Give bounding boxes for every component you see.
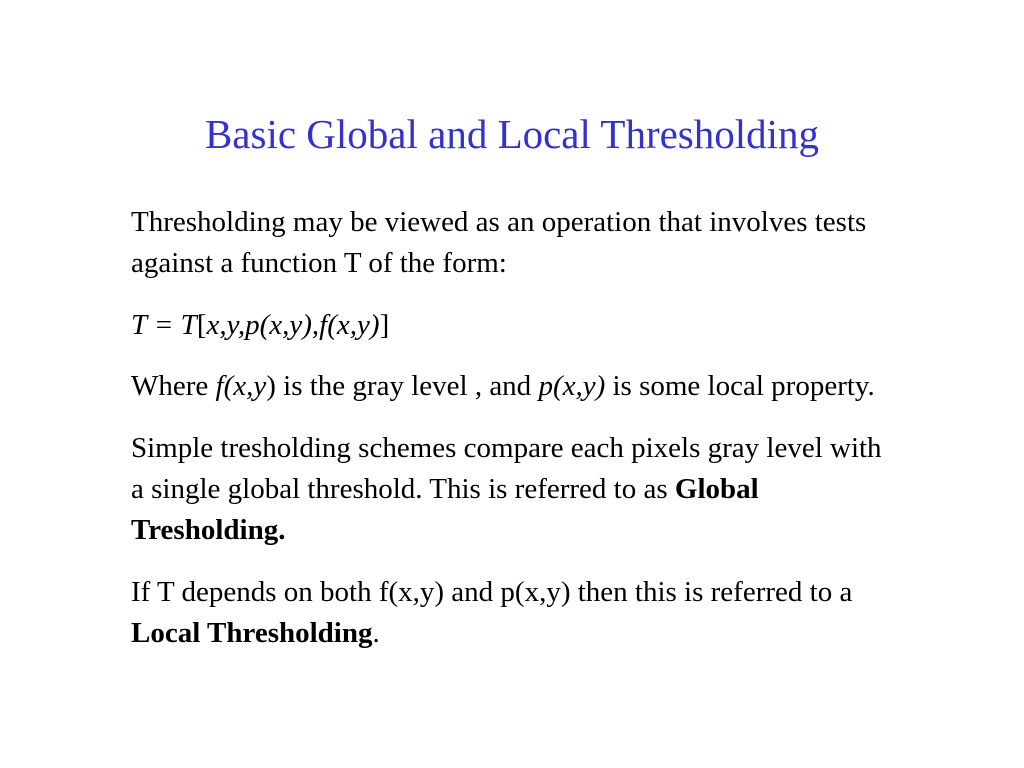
where-f-term: f(x,y <box>215 370 267 402</box>
paragraph-definition-text: Thresholding may be viewed as an operation that involves tests against a function T of the form: <box>131 206 867 279</box>
local-text-2: . <box>372 617 380 649</box>
threshold-formula <box>131 305 891 346</box>
paragraph-local <box>131 572 891 654</box>
where-p-term: p(x,y) <box>538 370 606 402</box>
where-text-2: ) is the gray level , and <box>266 370 539 402</box>
formula-bracket-close: ] <box>379 309 390 341</box>
paragraph-where <box>131 366 891 407</box>
slide-body <box>131 202 891 675</box>
paragraph-definition <box>131 202 891 284</box>
global-text: Simple tresholding schemes compare each pixels gray level with a single global threshold. This is referred to as <box>131 432 882 505</box>
slide-title: Basic Global and Local Thresholding <box>204 111 820 157</box>
paragraph-global <box>131 428 891 551</box>
formula-lhs: T = T <box>131 309 197 341</box>
formula-bracket-open: [ <box>196 309 207 341</box>
where-text-3: is some local property. <box>605 370 875 402</box>
where-text-1: Where <box>131 370 216 402</box>
global-term: Global Tresholding. <box>131 473 759 546</box>
local-text-1: If T depends on both f(x,y) and p(x,y) then this is referred to a <box>131 576 853 608</box>
formula-args: x,y,p(x,y),f(x,y) <box>206 309 380 341</box>
local-term: Local Thresholding <box>131 617 373 649</box>
